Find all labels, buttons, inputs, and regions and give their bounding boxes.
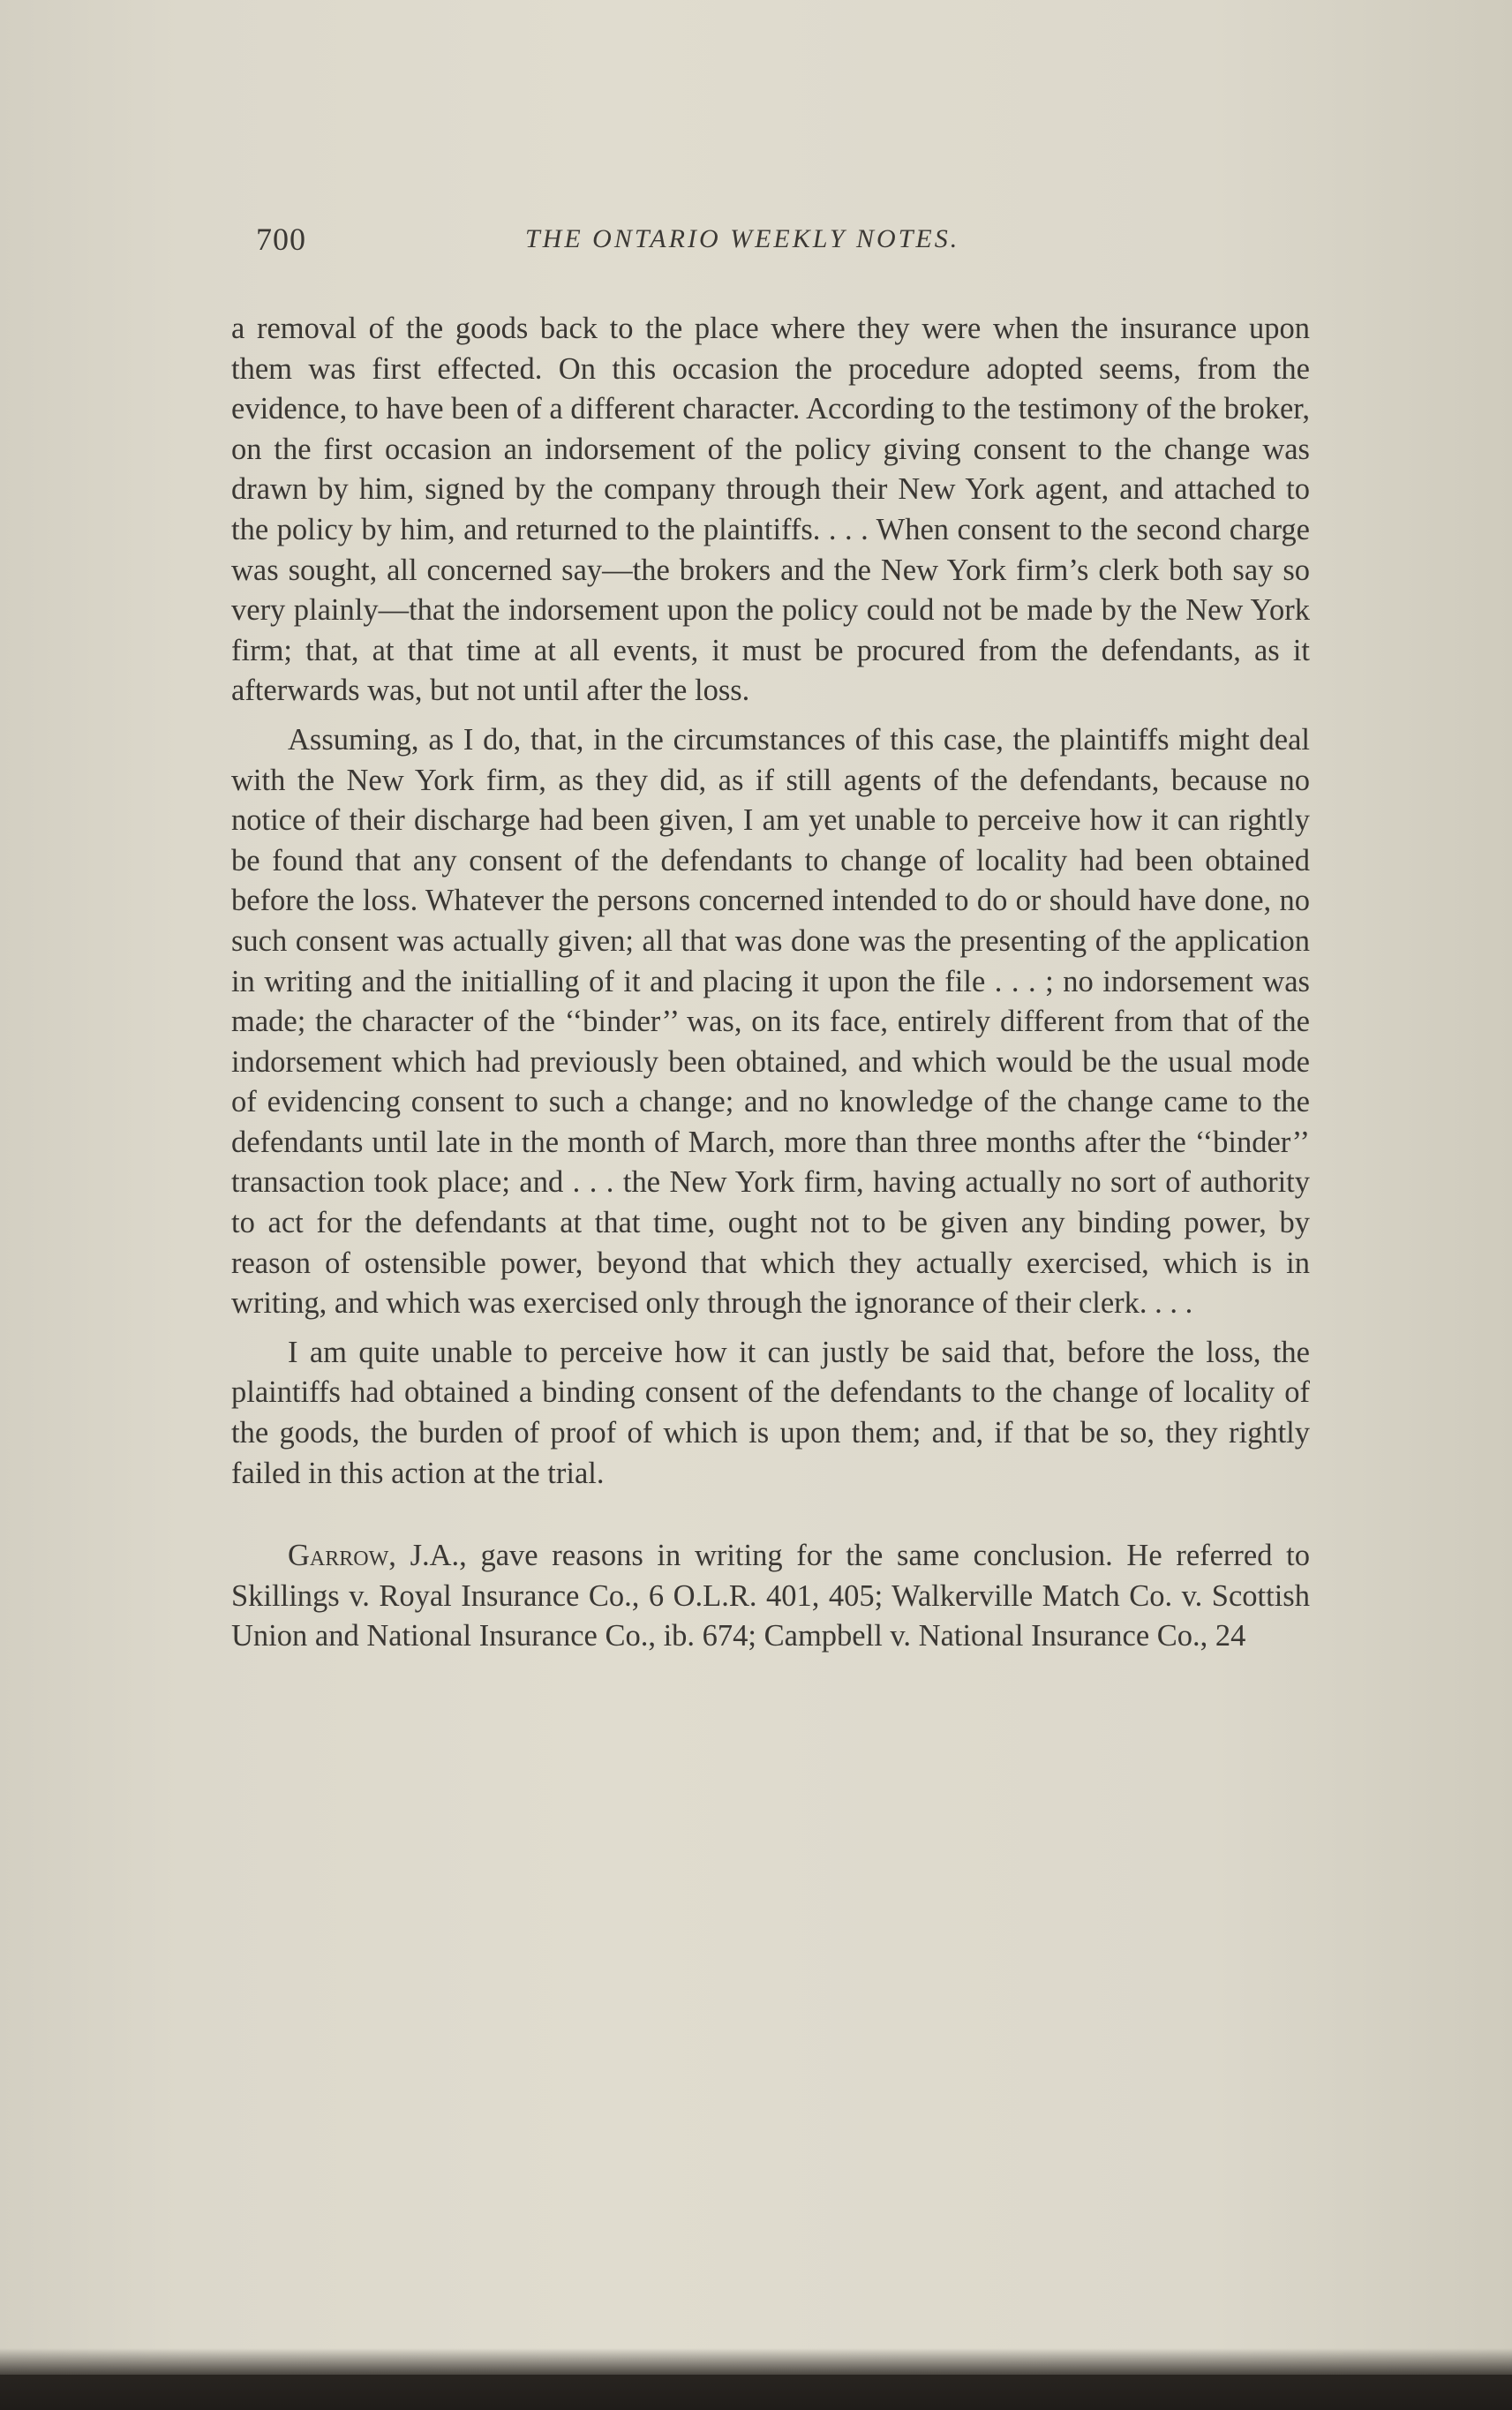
paragraph-garrow xyxy=(231,1536,1310,1657)
paragraph-continuation: a removal of the goods back to the place where they were when the insurance upon them was first effected. On this occasion the procedure adopted seems, from the evidence, to have been of a different character. According to the testimony of the broker, on the first occasion an indorsement of the policy giving consent to the change was drawn by him, signed by the company through their New York agent, and attached to the policy by him, and returned to the plaintiffs. . . . When consent to the second charge was sought, all concerned say—the brokers and the New York firm’s clerk both say so very plainly—that the indorsement upon the policy could not be made by the New York firm; that, at that time at all events, it must be procured from the defendants, as it afterwards was, but not until after the loss. xyxy=(231,312,1310,708)
judge-name: Garrow xyxy=(288,1539,389,1573)
body-text xyxy=(231,309,1310,1657)
paragraph-garrow-text: , J.A., gave reasons in writing for the same conclusion. He referred to Skillings v. Royal Insurance Co., 6 O.L.R. 401, 405; Walkerville Match Co. v. Scottish Union and National Insurance Co., ib. 674; Campbell v. National Insurance Co., 24 xyxy=(231,1539,1310,1653)
page-edge-shadow xyxy=(0,2348,1512,2410)
paragraph-assuming: Assuming, as I do, that, in the circumstances of this case, the plaintiffs might deal with the New York firm, as they did, as if still agents of the defendants, because no notice of their discharge had been given, I am yet unable to perceive how it can rightly be found that any consent of the defendants to change of locality had been obtained before the loss. Whatever the persons concerned intended to do or should have done, no such consent was actually given; all that was done was the presenting of the application in writing and the initialling of it and placing it upon the file . . . ; no indorsement was made; the character of the ‘‘binder’’ was, on its face, entirely different from that of the indorsement which had previously been obtained, and which would be the usual mode of evidencing consent to such a change; and no knowledge of the change came to the defendants until late in the month of March, more than three months after the ‘‘binder’’ transaction took place; and . . . the New York firm, having actually no sort of authority to act for the defendants at that time, ought not to be given any binding power, by reason of ostensible power, beyond that which they actually exercised, which is in writing, and which was exercised only through the ignorance of their clerk. . . . xyxy=(231,722,1310,1321)
page-header xyxy=(256,221,1315,265)
page-number: 700 xyxy=(256,222,306,257)
running-head: THE ONTARIO WEEKLY NOTES. xyxy=(525,224,960,253)
paragraph-conclusion: I am quite unable to perceive how it can justly be said that, before the loss, the plaintiffs had obtained a binding consent of the defendants to the change of locality of the goods, the burden of proof of which is upon them; and, if that be so, they rightly failed in this action at the trial. xyxy=(231,1335,1310,1490)
